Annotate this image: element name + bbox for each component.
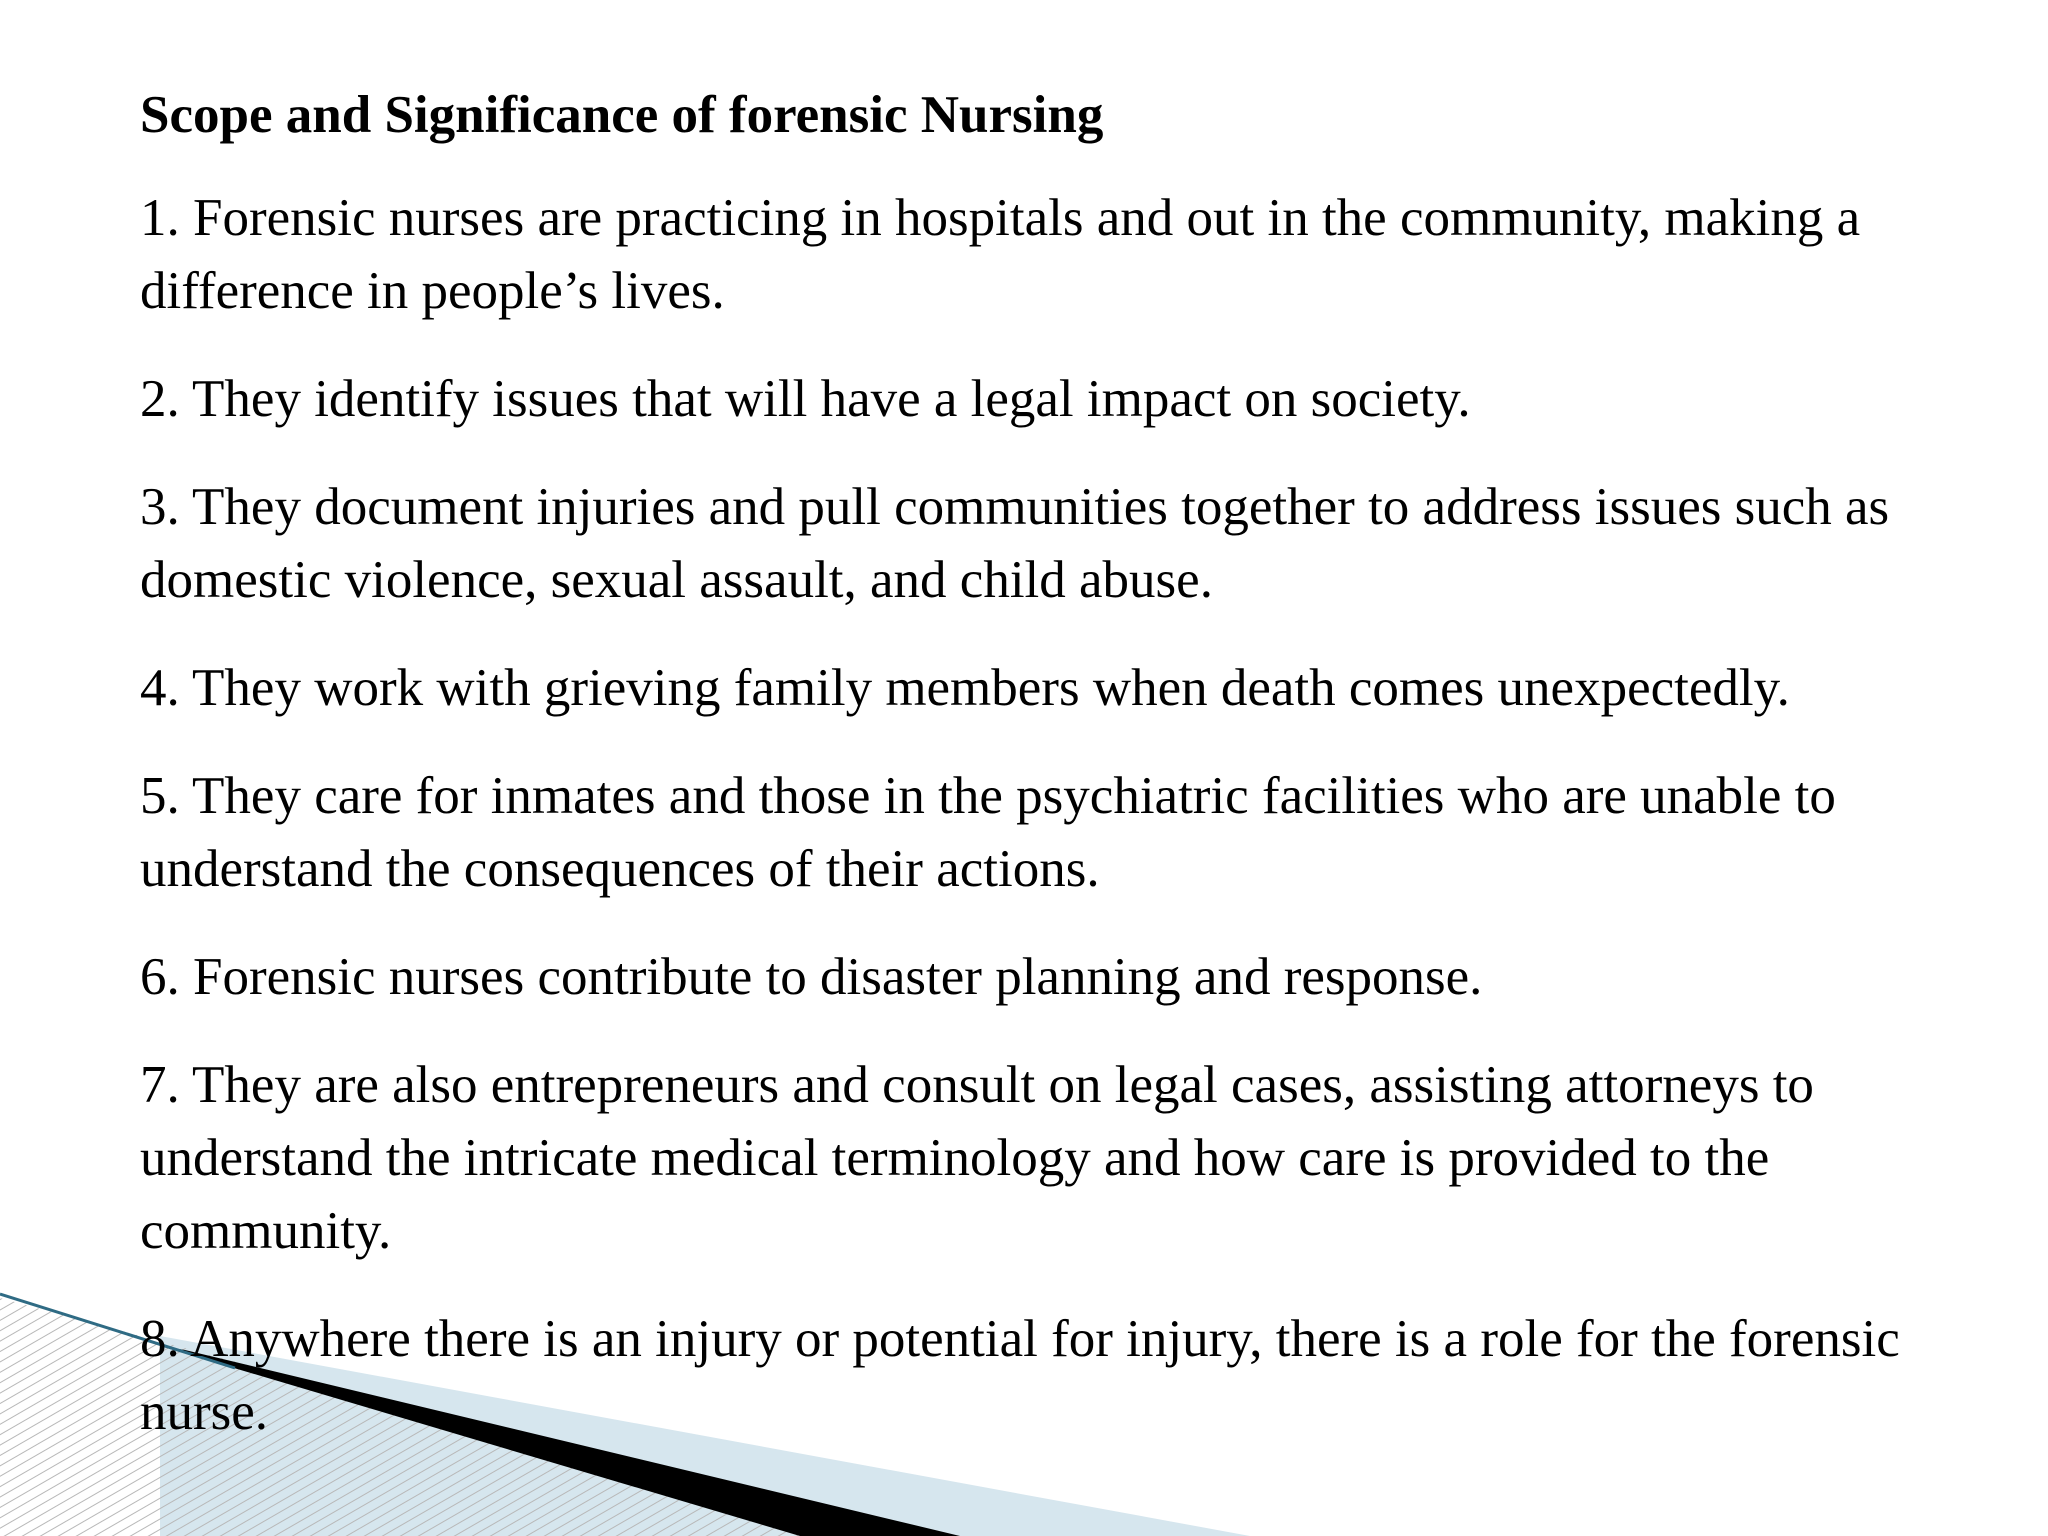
list-item: 7. They are also entrepreneurs and consult on legal cases, assisting attorneys to understand the intricate medical terminology and how care is provided to the community. [140, 1056, 1814, 1260]
list-item: 8. Anywhere there is an injury or potential for injury, there is a role for the forensic nurse. [140, 1310, 1900, 1441]
list-item: 5. They care for inmates and those in the psychiatric facilities who are unable to understand the consequences of their actions. [140, 767, 1836, 898]
list-item: 3. They document injuries and pull communities together to address issues such as domestic violence, sexual assault, and child abuse. [140, 478, 1890, 609]
slide-title: Scope and Significance of forensic Nursing [140, 86, 1104, 144]
list-item: 2. They identify issues that will have a legal impact on society. [140, 370, 1471, 428]
list-item: 1. Forensic nurses are practicing in hospitals and out in the community, making a difference in people’s lives. [140, 189, 1861, 320]
list-item: 4. They work with grieving family members when death comes unexpectedly. [140, 659, 1790, 717]
slide-content [140, 80, 1980, 1484]
list-item: 6. Forensic nurses contribute to disaster planning and response. [140, 948, 1483, 1006]
